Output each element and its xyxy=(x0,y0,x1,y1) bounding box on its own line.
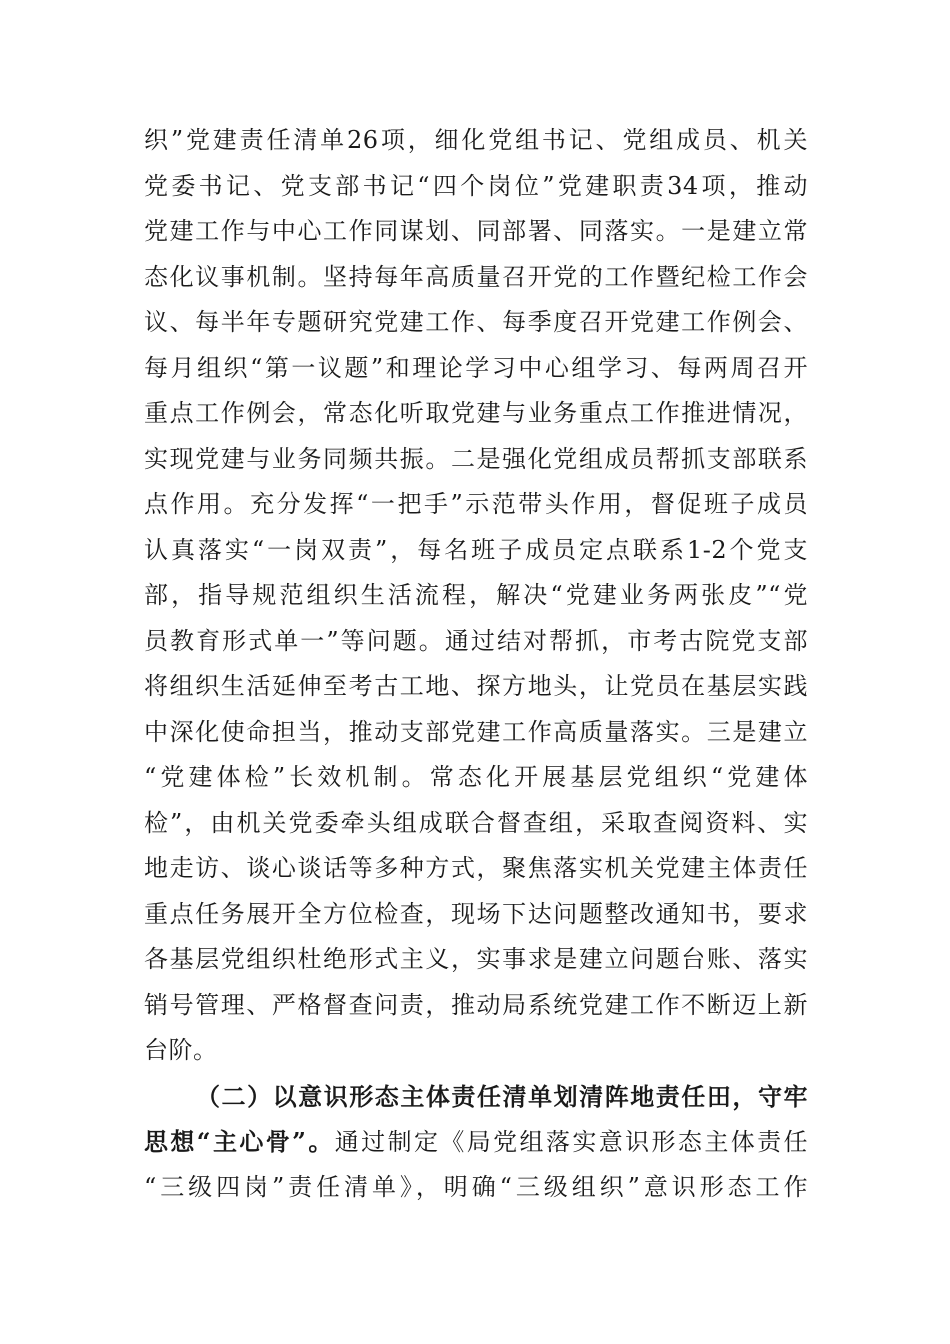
paragraph-line: 台阶。 xyxy=(144,1036,218,1064)
paragraph-line: “党建体检”长效机制。常态化开展基层党组织“党建体 xyxy=(144,763,808,791)
paragraph-line: 中深化使命担当，推动支部党建工作高质量落实。三是建立 xyxy=(144,717,808,746)
section-heading-line: （二）以意识形态主体责任清单划清阵地责任田，守牢 xyxy=(196,1081,808,1111)
paragraph-line: 议、每半年专题研究党建工作、每季度召开党建工作例会、 xyxy=(144,308,808,336)
paragraph-line: “三级四岗”责任清单》，明确“三级组织”意识形态工作 xyxy=(144,1172,808,1201)
paragraph-line: 将组织生活延伸至考古工地、探方地头，让党员在基层实践 xyxy=(144,672,808,700)
paragraph-line: 态化议事机制。坚持每年高质量召开党的工作暨纪检工作会 xyxy=(144,262,808,291)
paragraph-text: 通过制定《局党组落实意识形态主体责任 xyxy=(334,1128,808,1156)
paragraph-line: 各基层党组织杜绝形式主义，实事求是建立问题台账、落实 xyxy=(144,945,808,973)
paragraph-line: 每月组织“第一议题”和理论学习中心组学习、每两周召开 xyxy=(144,353,808,382)
paragraph-line: 重点工作例会，常态化听取党建与业务重点工作推进情况， xyxy=(144,399,808,427)
section-heading-line-2 xyxy=(144,1119,808,1165)
paragraph-line: 织”党建责任清单26项，细化党组书记、党组成员、机关 xyxy=(144,126,808,154)
paragraph-line: 党委书记、党支部书记“四个岗位”党建职责34项，推动 xyxy=(144,171,808,200)
document-body xyxy=(144,118,808,1210)
paragraph-line: 点作用。充分发挥“一把手”示范带头作用，督促班子成员 xyxy=(144,490,808,518)
paragraph-line: 认真落实“一岗双责”，每名班子成员定点联系1-2个党支 xyxy=(144,535,808,564)
paragraph-line: 重点任务展开全方位检查，现场下达问题整改通知书，要求 xyxy=(144,899,808,928)
paragraph-line: 部，指导规范组织生活流程，解决“党建业务两张皮”“党 xyxy=(144,581,808,609)
section-heading-continuation: 思想“主心骨”。 xyxy=(144,1127,335,1156)
paragraph-line: 实现党建与业务同频共振。二是强化党组成员帮抓支部联系 xyxy=(144,444,808,473)
paragraph-line: 地走访、谈心谈话等多种方式，聚焦落实机关党建主体责任 xyxy=(144,854,808,882)
paragraph-line: 销号管理、严格督查问责，推动局系统党建工作不断迈上新 xyxy=(144,990,808,1019)
paragraph-line: 检”，由机关党委牵头组成联合督查组，采取查阅资料、实 xyxy=(144,808,808,837)
paragraph-line: 党建工作与中心工作同谋划、同部署、同落实。一是建立常 xyxy=(144,217,808,245)
paragraph-line: 员教育形式单一”等问题。通过结对帮抓，市考古院党支部 xyxy=(144,626,808,655)
